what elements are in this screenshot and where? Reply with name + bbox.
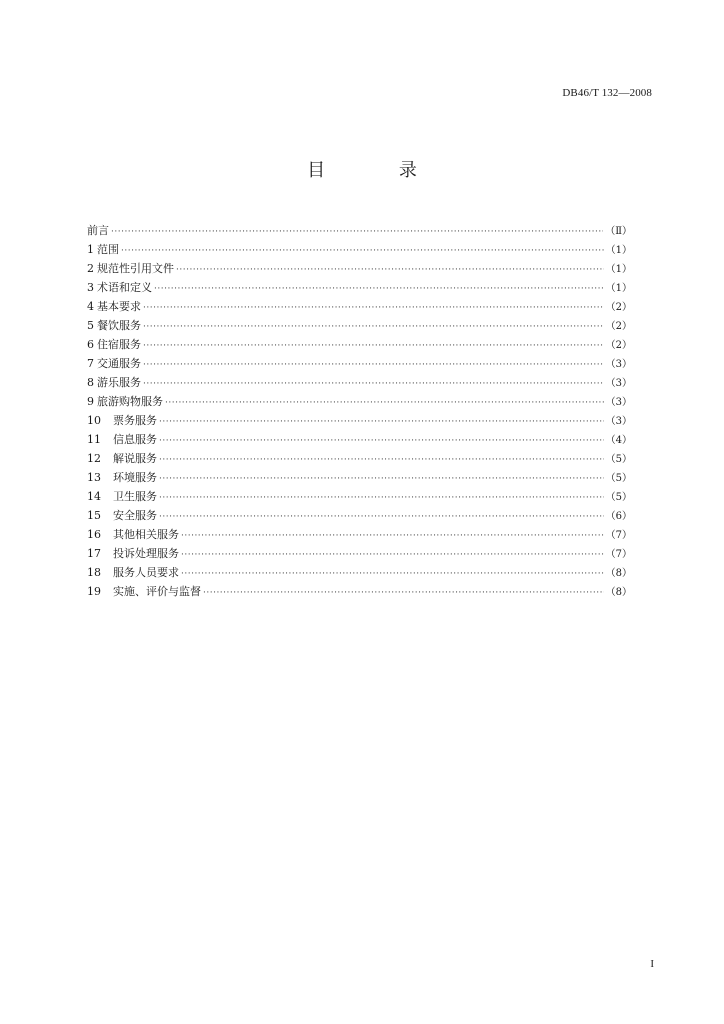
toc-entry-number: 13: [87, 471, 101, 484]
dot-leader: [159, 489, 604, 508]
toc-entry-number: 10: [87, 414, 101, 427]
toc-entry-page: （5）: [605, 492, 632, 503]
toc-entry-number: 14: [87, 490, 101, 503]
toc-entry[interactable]: [87, 468, 632, 487]
toc-entry[interactable]: [87, 259, 632, 278]
toc-entry-page: （3）: [605, 359, 632, 370]
toc-entry-title: 交通服务: [97, 357, 141, 370]
toc-entry-page: （8）: [605, 568, 632, 579]
toc-entry-page: （5）: [605, 454, 632, 465]
toc-entry[interactable]: [87, 278, 632, 297]
dot-leader: [159, 470, 604, 489]
toc-entry-number: 2: [87, 262, 94, 275]
toc-entry-page: （7）: [605, 530, 632, 541]
toc-entry[interactable]: [87, 544, 632, 563]
dot-leader: [143, 299, 604, 318]
dot-leader: [181, 546, 604, 565]
dot-leader: [121, 242, 604, 261]
dot-leader: [154, 280, 604, 299]
toc-entry-title: 实施、评价与监督: [113, 585, 201, 598]
toc-entry-page: （4）: [605, 435, 632, 446]
toc-entry[interactable]: [87, 392, 632, 411]
toc-entry-title: 票务服务: [113, 414, 157, 427]
toc-entry[interactable]: [87, 582, 632, 601]
dot-leader: [159, 451, 604, 470]
dot-leader: [143, 356, 604, 375]
toc-entry-number: 18: [87, 566, 101, 579]
toc-entry-page: （8）: [605, 587, 632, 598]
toc-entry-number: 12: [87, 452, 101, 465]
dot-leader: [159, 413, 604, 432]
toc-entry[interactable]: [87, 506, 632, 525]
dot-leader: [181, 527, 604, 546]
toc-entry-page: （Ⅱ）: [605, 226, 632, 237]
toc-entry[interactable]: [87, 430, 632, 449]
toc-entry[interactable]: [87, 297, 632, 316]
toc-entry[interactable]: [87, 240, 632, 259]
toc-entry-page: （1）: [605, 245, 632, 256]
toc-entry-title: 游乐服务: [97, 376, 141, 389]
toc-entry-number: 5: [87, 319, 94, 332]
toc-entry[interactable]: [87, 525, 632, 544]
toc-entry-title: 住宿服务: [97, 338, 141, 351]
toc-entry-page: （3）: [605, 416, 632, 427]
toc-entry-title: 餐饮服务: [97, 319, 141, 332]
toc-entry-page: （6）: [605, 511, 632, 522]
toc-entry-page: （1）: [605, 283, 632, 294]
toc-entry[interactable]: [87, 221, 632, 240]
toc-entry-title: 信息服务: [113, 433, 157, 446]
toc-entry-number: 7: [87, 357, 94, 370]
toc-entry-number: 17: [87, 547, 101, 560]
toc-entry-page: （5）: [605, 473, 632, 484]
toc-entry-title: 旅游购物服务: [97, 395, 163, 408]
toc-entry-number: 8: [87, 376, 94, 389]
toc-entry-title: 解说服务: [113, 452, 157, 465]
toc-entry-title: 范围: [97, 243, 119, 256]
dot-leader: [159, 432, 604, 451]
toc-entry-number: 1: [87, 243, 94, 256]
dot-leader: [203, 584, 604, 603]
toc-entry-title: 基本要求: [97, 300, 141, 313]
toc-entry[interactable]: [87, 354, 632, 373]
toc-entry-title: 前言: [87, 224, 109, 237]
toc-entry-number: 19: [87, 585, 101, 598]
toc-entry-title: 术语和定义: [97, 281, 152, 294]
dot-leader: [143, 318, 604, 337]
toc-entry[interactable]: [87, 449, 632, 468]
dot-leader: [176, 261, 604, 280]
toc-entry-page: （7）: [605, 549, 632, 560]
toc-entry-number: 9: [87, 395, 94, 408]
toc-entry[interactable]: [87, 563, 632, 582]
toc-entry-number: 4: [87, 300, 94, 313]
toc-entry-title: 规范性引用文件: [97, 262, 174, 275]
toc-entry-title: 服务人员要求: [113, 566, 179, 579]
table-of-contents: [87, 221, 632, 601]
dot-leader: [143, 375, 604, 394]
toc-entry-number: 16: [87, 528, 101, 541]
page-number: I: [650, 958, 654, 970]
toc-title: 目 录: [307, 160, 451, 181]
toc-entry-page: （1）: [605, 264, 632, 275]
toc-entry-title: 投诉处理服务: [113, 547, 179, 560]
toc-entry-page: （2）: [605, 302, 632, 313]
toc-entry-title: 环境服务: [113, 471, 157, 484]
toc-entry-number: 6: [87, 338, 94, 351]
dot-leader: [143, 337, 604, 356]
toc-entry[interactable]: [87, 487, 632, 506]
toc-entry-page: （2）: [605, 340, 632, 351]
dot-leader: [165, 394, 604, 413]
dot-leader: [111, 223, 603, 242]
toc-entry-page: （2）: [605, 321, 632, 332]
document-code: DB46/T 132—2008: [562, 87, 652, 99]
toc-entry-number: 11: [87, 433, 101, 446]
toc-entry-title: 其他相关服务: [113, 528, 179, 541]
toc-entry-number: 3: [87, 281, 94, 294]
toc-entry[interactable]: [87, 335, 632, 354]
toc-entry-number: 15: [87, 509, 101, 522]
toc-entry-title: 安全服务: [113, 509, 157, 522]
dot-leader: [159, 508, 604, 527]
toc-entry[interactable]: [87, 373, 632, 392]
dot-leader: [181, 565, 604, 584]
toc-entry-page: （3）: [605, 378, 632, 389]
toc-entry[interactable]: [87, 316, 632, 335]
toc-entry-page: （3）: [605, 397, 632, 408]
toc-entry-title: 卫生服务: [113, 490, 157, 503]
toc-entry[interactable]: [87, 411, 632, 430]
